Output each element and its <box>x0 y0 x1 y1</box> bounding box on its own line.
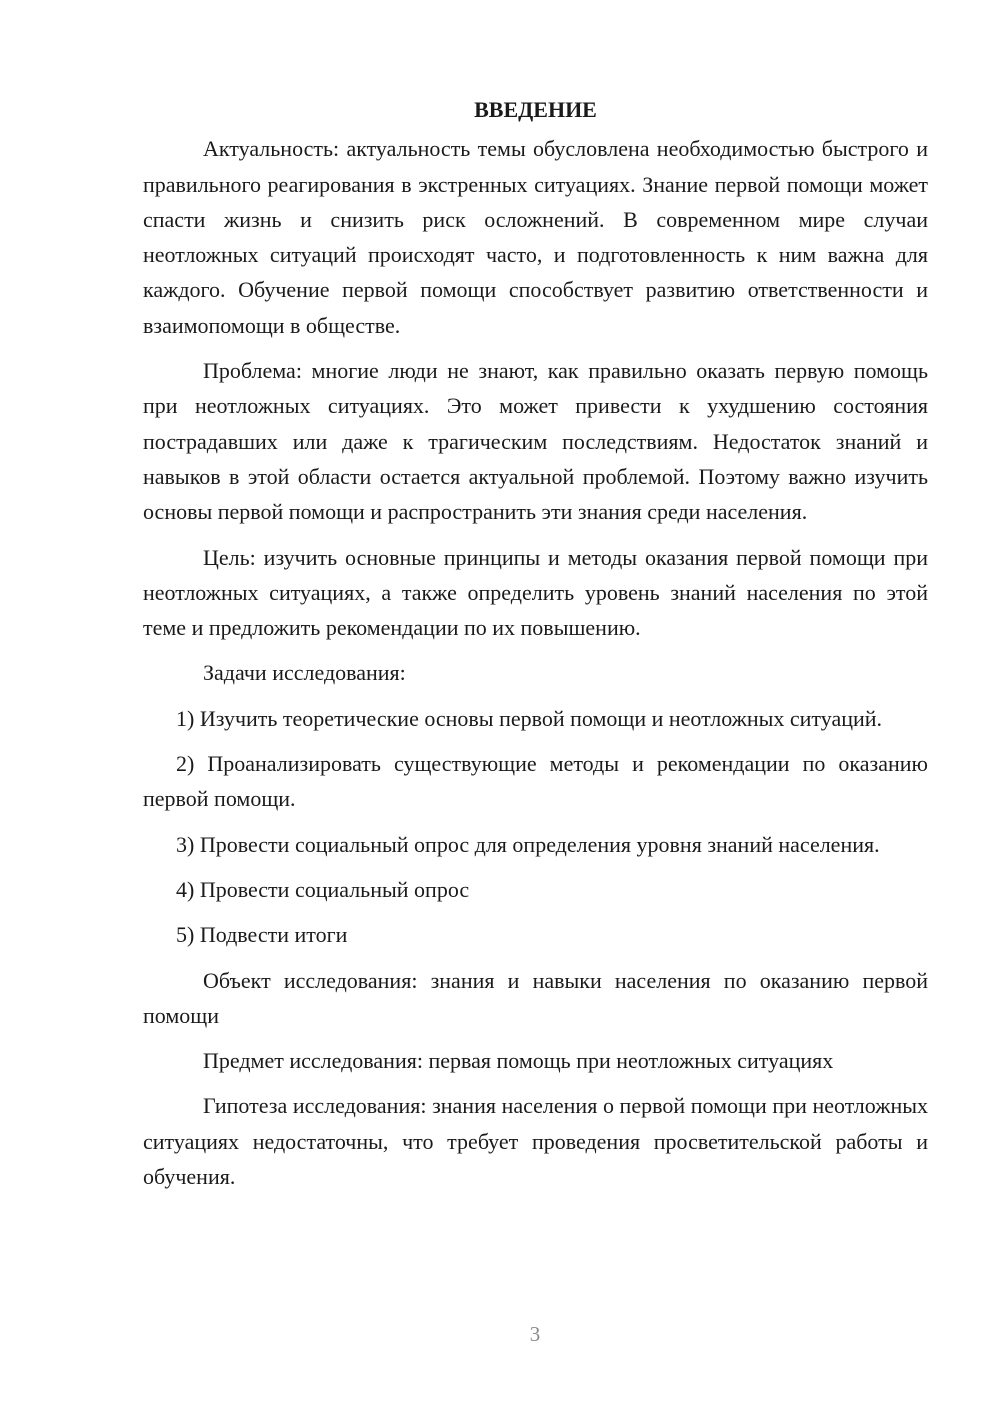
hypothesis-paragraph: Гипотеза исследования: знания населения о первой помощи при неотложных ситуациях недостаточны, что требует проведения просветительской работы и обучения. <box>143 1093 928 1190</box>
document-page <box>143 92 928 1204</box>
page-number: 3 <box>529 1322 541 1346</box>
task-item-3: 3) Провести социальный опрос для определения уровня знаний населения. <box>176 831 880 857</box>
task-item-5: 5) Подвести итоги <box>176 922 348 948</box>
task-item-4: 4) Провести социальный опрос <box>176 876 470 902</box>
page-title: ВВЕДЕНИЕ <box>474 97 597 122</box>
task-item-1: 1) Изучить теоретические основы первой помощи и неотложных ситуаций. <box>176 705 883 731</box>
research-object-paragraph: Объект исследования: знания и навыки населения по оказанию первой помощи <box>143 967 928 1028</box>
goal-paragraph: Цель: изучить основные принципы и методы оказания первой помощи при неотложных ситуациях, а также определить уровень знаний населения по этой теме и предложить рекомендации по их повышению. <box>143 544 928 641</box>
tasks-heading: Задачи исследования: <box>203 660 406 686</box>
problem-paragraph: Проблема: многие люди не знают, как правильно оказать первую помощь при неотложных ситуациях. Это может привести к ухудшению состояния пострадавших или даже к трагическим последствиям. Недостаток знаний и навыков в этой области остается актуальной проблемой. Поэтому важно изучить основы первой помощи и распространить эти знания среди населения. <box>143 358 928 525</box>
research-subject-paragraph: Предмет исследования: первая помощь при неотложных ситуациях <box>203 1048 834 1074</box>
relevance-paragraph: Актуальность: актуальность темы обусловлена необходимостью быстрого и правильного реагирования в экстренных ситуациях. Знание первой помощи может спасти жизнь и снизить риск осложнений. В современном мире случаи неотложных ситуаций происходят часто, и подготовленность к ним важна для каждого. Обучение первой помощи способствует развитию ответственности и взаимопомощи в обществе. <box>143 136 928 338</box>
task-item-2: 2) Проанализировать существующие методы и рекомендации по оказанию первой помощи. <box>143 751 928 812</box>
